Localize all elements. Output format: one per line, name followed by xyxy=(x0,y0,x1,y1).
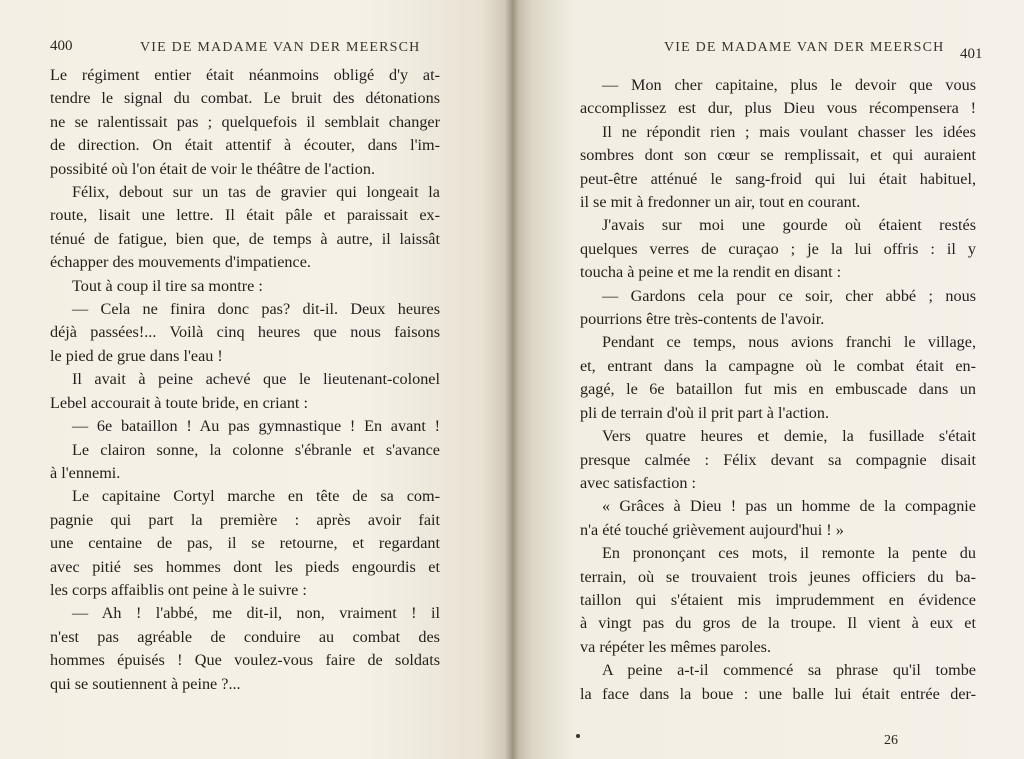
text-line: déjà passées!... Voilà cinq heures que nous faisons xyxy=(50,323,440,342)
text-line: — Gardons cela pour ce soir, cher abbé ; nous xyxy=(602,286,976,305)
text-line: les corps affaiblis ont peine à le suivre : xyxy=(50,580,307,599)
text-line: presque calmée : Félix devant sa compagnie disait xyxy=(580,450,976,469)
text-line: — Mon cher capitaine, plus le devoir que vous xyxy=(602,76,976,94)
signature-mark: 26 xyxy=(884,733,898,748)
text-line: accomplissez est dur, plus Dieu vous récompensera ! xyxy=(580,99,976,118)
text-line: Lebel accourait à toute bride, en criant : xyxy=(50,393,308,412)
text-line: avec pitié ses hommes dont les pieds engourdis et xyxy=(50,557,440,576)
text-line: il se mit à fredonner un air, tout en courant. xyxy=(580,193,861,212)
left-page-text xyxy=(50,64,440,696)
text-line: n'a été touché grièvement aujourd'hui ! » xyxy=(580,520,844,539)
text-line: route, lisait une lettre. Il était pâle et paraissait ex- xyxy=(50,206,440,225)
text-line: — 6e bataillon ! Au pas gymnastique ! En avant ! xyxy=(72,417,440,436)
text-line: Il ne répondit rien ; mais voulant chasser les idées xyxy=(602,122,976,141)
right-running-head: VIE DE MADAME VAN DER MEERSCH xyxy=(664,40,945,55)
text-line: pourrions être très-contents de l'avoir. xyxy=(580,310,825,329)
text-line: Le clairon sonne, la colonne s'ébranle et s'avance xyxy=(72,440,440,459)
text-line: va répéter les mêmes paroles. xyxy=(580,637,772,656)
book-gutter xyxy=(505,0,519,759)
text-line: toucha à peine et me la rendit en disant : xyxy=(580,263,842,282)
text-line: — Cela ne finira donc pas? dit-il. Deux heures xyxy=(72,300,440,319)
text-line: à vingt pas du gros de la troupe. Il vient à eux et xyxy=(580,614,976,633)
text-line: ténué de fatigue, bien que, de temps à autre, il laissât xyxy=(50,229,440,248)
text-line: tendre le signal du combat. Le bruit des détonations xyxy=(50,89,440,108)
text-line: Il avait à peine achevé que le lieutenant-colonel xyxy=(72,370,440,389)
text-line: — Ah ! l'abbé, me dit-il, non, vraiment ! il xyxy=(72,604,440,623)
text-line: gagé, le 6e bataillon fut mis en embuscade dans un xyxy=(580,380,976,399)
text-line: Vers quatre heures et demie, la fusillade s'était xyxy=(602,427,976,446)
left-page-number: 400 xyxy=(50,38,73,54)
text-line: hommes épuisés ! Que voulez-vous faire de soldats xyxy=(50,651,440,670)
left-running-head: VIE DE MADAME VAN DER MEERSCH xyxy=(140,40,421,55)
text-line: à l'ennemi. xyxy=(50,463,121,482)
right-page-text xyxy=(580,74,976,706)
text-line: terrain, où se trouvaient trois jeunes officiers du ba- xyxy=(580,567,976,586)
text-line: Félix, debout sur un tas de gravier qui longeait la xyxy=(72,183,440,202)
text-line: possibité où l'on était de voir le théâtre de l'action. xyxy=(50,159,375,178)
text-line: sombres dont son cœur se remplissait, et qui auraient xyxy=(580,146,976,165)
text-line: de direction. On était attentif à écouter, dans l'im- xyxy=(50,136,440,155)
right-page-number: 401 xyxy=(960,46,983,62)
text-line: quelques verres de curaçao ; je la lui offris : il y xyxy=(580,239,976,258)
text-line: pli de terrain d'où il prit part à l'action. xyxy=(580,403,830,422)
text-line: A peine a-t-il commencé sa phrase qu'il tombe xyxy=(602,661,976,680)
text-line: et, entrant dans la campagne où le combat était en- xyxy=(580,356,976,375)
text-line: En prononçant ces mots, il remonte la pente du xyxy=(602,544,976,563)
printer-dot xyxy=(576,734,580,738)
text-line: n'est pas agréable de conduire au combat des xyxy=(50,627,440,646)
text-line: taillon qui s'étaient mis imprudemment en évidence xyxy=(580,590,976,609)
text-line: la face dans la boue : une balle lui était entrée der- xyxy=(580,684,976,703)
text-line: une centaine de pas, il se retourne, et regardant xyxy=(50,534,440,553)
text-line: échapper des mouvements d'impatience. xyxy=(50,253,311,272)
text-line: qui se soutiennent à peine ?... xyxy=(50,674,241,693)
text-line: « Grâces à Dieu ! pas un homme de la compagnie xyxy=(602,497,976,516)
text-line: Le capitaine Cortyl marche en tête de sa com- xyxy=(72,487,440,506)
text-line: Tout à coup il tire sa montre : xyxy=(72,276,263,295)
text-line: J'avais sur moi une gourde où étaient restés xyxy=(602,216,976,235)
text-line: le pied de grue dans l'eau ! xyxy=(50,346,223,365)
text-line: ne se ralentissait pas ; quelquefois il semblait changer xyxy=(50,112,440,131)
text-line: Pendant ce temps, nous avions franchi le village, xyxy=(602,333,976,352)
text-line: Le régiment entier était néanmoins obligé d'y at- xyxy=(50,66,440,84)
right-page xyxy=(512,0,1024,759)
text-line: pagnie qui part la première : après avoir fait xyxy=(50,510,440,529)
text-line: avec satisfaction : xyxy=(580,473,696,492)
text-line: peut-être atténué le sang-froid qui lui était habituel, xyxy=(580,169,976,188)
